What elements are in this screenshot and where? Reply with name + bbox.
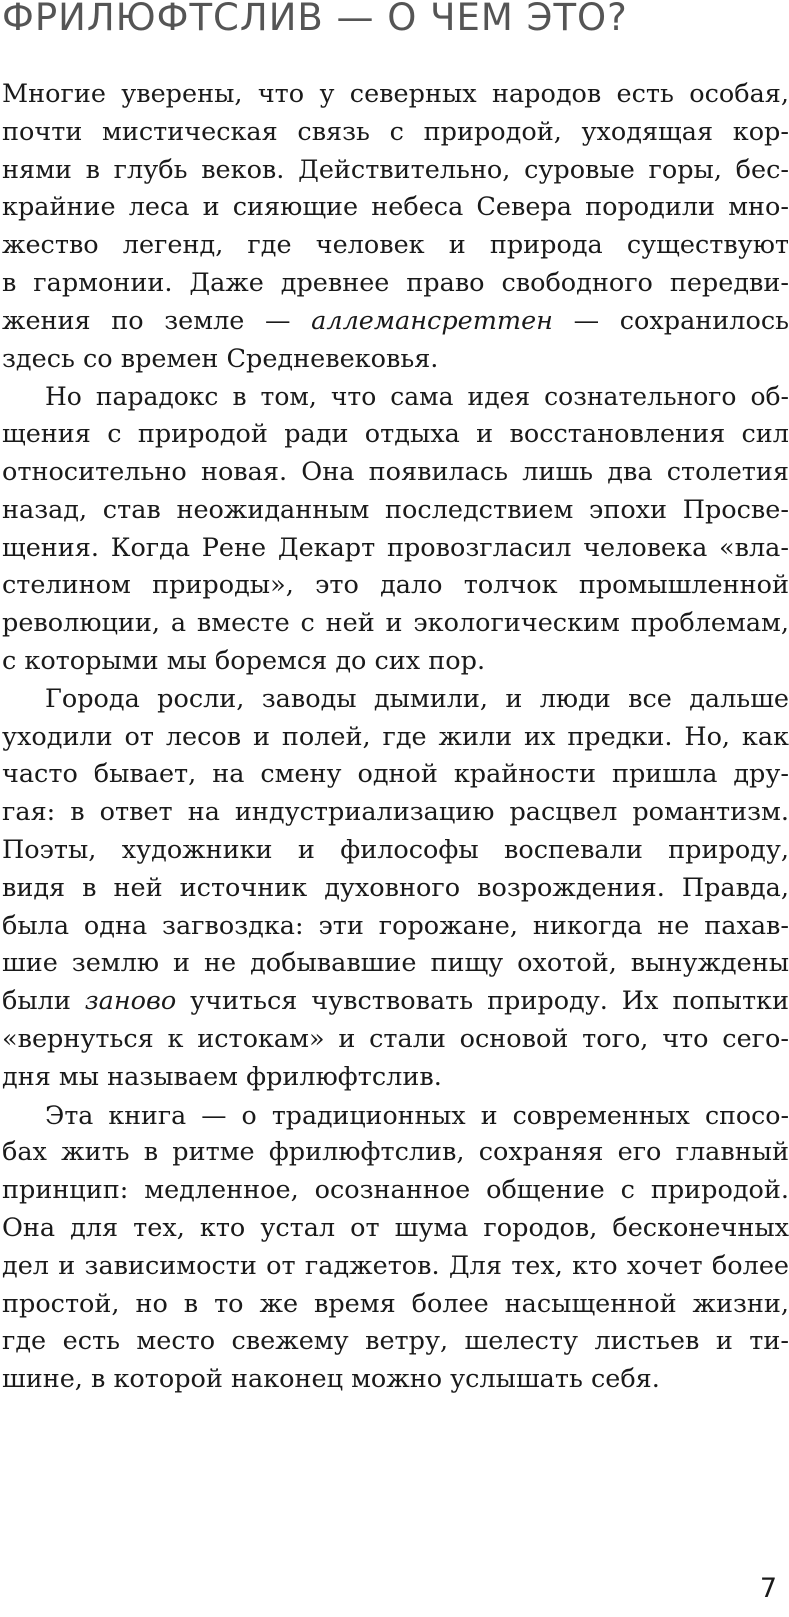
text-line: гая: в ответ на индустриализацию расцвел романтизм. — [2, 797, 789, 828]
text-line: бах жить в ритме фрилюфтслив, сохраняя его главный — [2, 1137, 789, 1168]
text-line: в гармонии. Даже древнее право свободного передви- — [2, 267, 789, 298]
text-line: назад, став неожиданным последствием эпохи Просве- — [2, 494, 789, 525]
page-number: 7 — [759, 1573, 777, 1604]
text-line: где есть место свежему ветру, шелесту листьев и ти- — [2, 1326, 789, 1357]
text-line: Она для тех, кто устал от шума городов, бесконечных — [2, 1212, 789, 1243]
text-line — [2, 983, 789, 1021]
text-segment: жения по земле — — [2, 305, 312, 336]
text-line: стелином природы», это дало толчок промышленной — [2, 570, 789, 601]
text-line: простой, но в то же время более насыщенной жизни, — [2, 1288, 789, 1319]
text-line: почти мистическая связь с природой, уходящая кор- — [2, 116, 789, 147]
italic-term: заново — [84, 986, 177, 1017]
text-line: Многие уверены, что у северных народов есть особая, — [2, 79, 789, 109]
text-line: часто бывает, на смену одной крайности пришла дру- — [2, 759, 789, 790]
text-line: здесь со времен Средневековья. — [2, 343, 439, 374]
body-text — [2, 76, 789, 1399]
text-line: шие землю и не добывавшие пищу охотой, вынуждены — [2, 948, 789, 979]
text-segment: были — [2, 986, 85, 1017]
text-line: видя в ней источник духовного возрождения. Правда, — [2, 872, 789, 903]
text-segment: учиться чувствовать природу. Их попытки — [176, 986, 789, 1017]
text-line: относительно новая. Она появилась лишь два столетия — [2, 456, 789, 487]
chapter-heading: ФРИЛЮФТСЛИВ — О ЧЕМ ЭТО? — [2, 0, 628, 39]
text-segment: — сохранилось — [552, 305, 789, 336]
text-line: была одна загвоздка: эти горожане, никогда не пахав- — [2, 910, 789, 941]
text-line: революции, а вместе с ней и экологическим проблемам, — [2, 608, 789, 639]
text-line: «вернуться к истокам» и стали основой того, что сего- — [2, 1023, 789, 1054]
text-line: Города росли, заводы дымили, и люди все дальше — [45, 683, 789, 714]
text-line — [2, 303, 789, 341]
text-line: крайние леса и сияющие небеса Севера породили мно- — [2, 192, 789, 223]
text-line: с которыми мы боремся до сих пор. — [2, 645, 486, 676]
text-line: дня мы называем фрилюфтслив. — [2, 1061, 442, 1092]
text-line: Эта книга — о традиционных и современных спосо- — [45, 1100, 789, 1130]
text-line: уходили от лесов и полей, где жили их предки. Но, как — [2, 721, 789, 752]
text-line: нями в глубь веков. Действительно, суровые горы, бес- — [2, 154, 789, 185]
text-line: щения с природой ради отдыха и восстановления сил — [2, 419, 789, 450]
text-line: щения. Когда Рене Декарт провозгласил человека «вла- — [2, 532, 789, 563]
text-line: шине, в которой наконец можно услышать себя. — [2, 1364, 660, 1395]
text-line: жество легенд, где человек и природа существуют — [2, 230, 789, 261]
text-line: Но парадокс в том, что сама идея сознательного об- — [45, 382, 789, 412]
text-line: дел и зависимости от гаджетов. Для тех, кто хочет более — [2, 1250, 789, 1281]
text-line: принцип: медленное, осознанное общение с природой. — [2, 1175, 789, 1206]
italic-term: аллемансреттен — [311, 305, 553, 336]
text-line: Поэты, художники и философы воспевали природу, — [2, 834, 789, 865]
